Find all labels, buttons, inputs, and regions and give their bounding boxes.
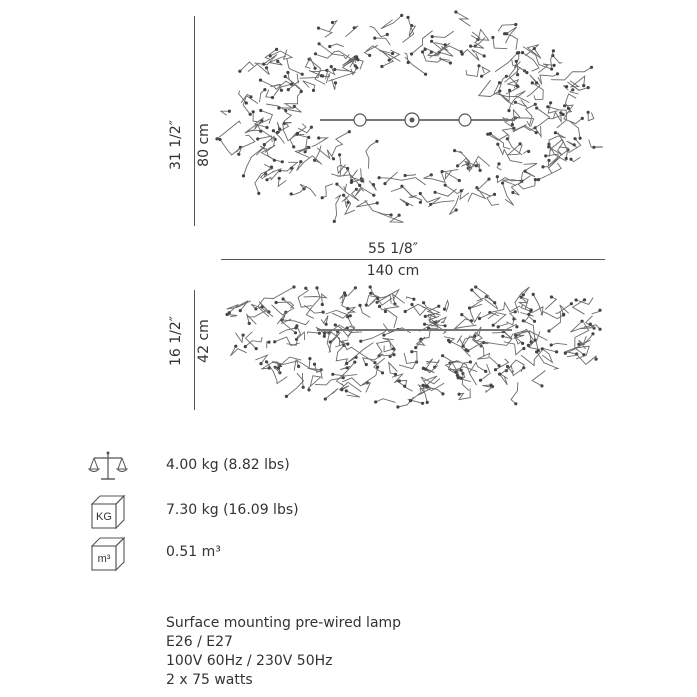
scale-icon [88,447,128,487]
spec-volume-text: 0.51 m³ [166,544,221,560]
note-mounting: Surface mounting pre-wired lamp [166,615,402,631]
lamp-side-view-drawing [222,285,602,415]
side-view-height-inches: 16 1/2″ [168,315,184,367]
lamp-top-view-drawing [215,10,605,225]
spec-net-weight-text: 4.00 kg (8.82 lbs) [166,457,290,473]
kg-box-icon [88,492,128,532]
product-notes [166,614,401,690]
side-view-height-line [194,290,195,410]
note-voltage: 100V 60Hz / 230V 50Hz [166,653,333,669]
spec-row-net-weight [88,447,488,487]
spec-row-volume [88,534,488,574]
volume-box-label: m³ [97,553,111,565]
top-view-height-inches: 31 1/2″ [168,119,184,171]
width-line [221,259,605,260]
volume-box-icon [88,534,128,574]
note-wattage: 2 x 75 watts [166,672,253,688]
kg-box-label: KG [96,511,112,523]
spec-gross-weight-text: 7.30 kg (16.09 lbs) [166,502,299,518]
top-view-height-line [194,16,195,226]
wire-tangle [226,285,602,408]
width-cm: 140 cm [366,263,420,279]
width-inches: 55 1/8″ [367,241,419,257]
note-socket: E26 / E27 [166,634,233,650]
lamp-center-bar [320,113,515,127]
side-view-height-cm: 42 cm [196,319,212,363]
spec-row-gross-weight [88,492,488,532]
top-view-height-cm: 80 cm [196,123,212,167]
